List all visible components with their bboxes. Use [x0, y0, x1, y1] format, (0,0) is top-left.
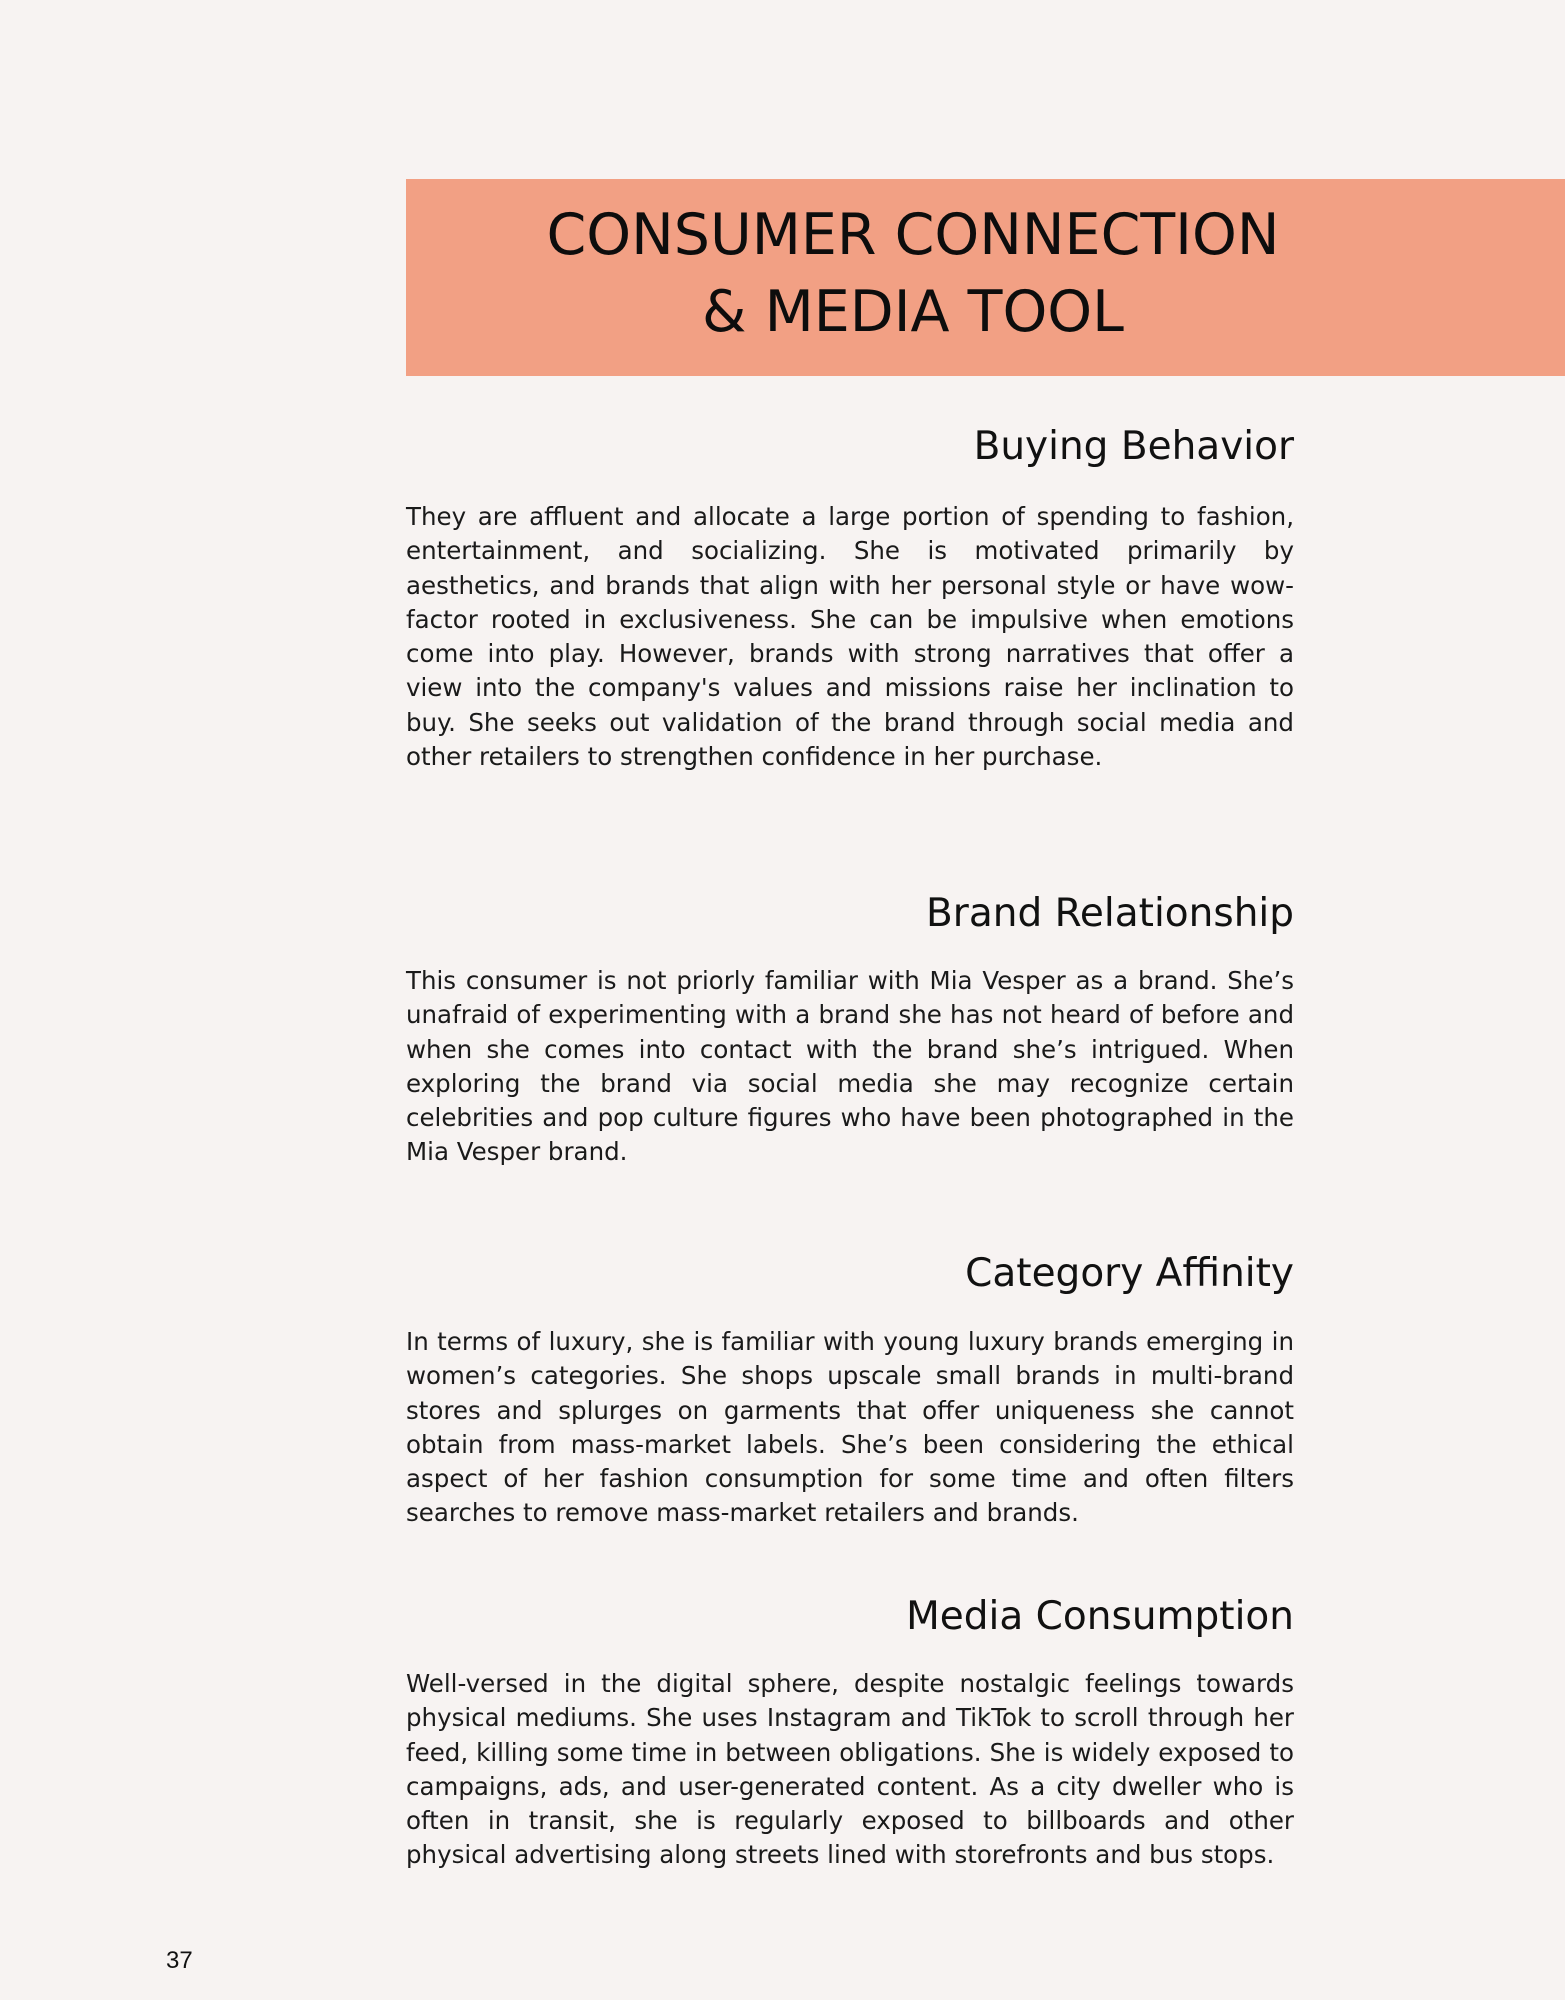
page-title-line-1: CONSUMER CONNECTION	[546, 202, 1280, 268]
section-heading-buying-behavior: Buying Behavior	[973, 424, 1294, 469]
section-body-category-affinity: In terms of luxury, she is familiar with young luxury brands emerging in women’s categories. She shops upscale small brands in multi-brand stores and splurges on garments that offer uniqueness she cannot obtain from mass-market labels. She’s been considering the ethical aspect of her fashion consumption for some time and often filters searches to remove mass-market retailers and brands.	[406, 1327, 1294, 1528]
section-body-brand-relationship: This consumer is not priorly familiar with Mia Vesper as a brand. She’s unafraid of experimenting with a brand she has not heard of before and when she comes into contact with the brand she’s intrigued. When exploring the brand via social media she may recognize certain celebrities and pop culture figures who have been photographed in the Mia Vesper brand.	[406, 966, 1294, 1167]
page-title-line-2: & MEDIA TOOL	[702, 279, 1124, 345]
section-heading-category-affinity: Category Affinity	[965, 1251, 1294, 1296]
section-heading-brand-relationship: Brand Relationship	[926, 891, 1294, 936]
page-number: 37	[166, 1947, 193, 1974]
section-heading-media-consumption: Media Consumption	[906, 1594, 1294, 1639]
section-body-media-consumption: Well-versed in the digital sphere, despite nostalgic feelings towards physical mediums. She uses Instagram and TikTok to scroll through her feed, killing some time in between obligations. She is widely exposed to campaigns, ads, and user-generated content. As a city dweller who is often in transit, she is regularly exposed to billboards and other physical advertising along streets lined with storefronts and bus stops.	[406, 1669, 1294, 1870]
section-body-buying-behavior: They are affluent and allocate a large portion of spending to fashion, entertainment, and socializing. She is motivated primarily by aesthetics, and brands that align with her personal style or have wow-factor rooted in exclusiveness. She can be impulsive when emotions come into play. However, brands with strong narratives that offer a view into the company's values and missions raise her inclination to buy. She seeks out validation of the brand through social media and other retailers to strengthen confidence in her purchase.	[406, 502, 1294, 772]
